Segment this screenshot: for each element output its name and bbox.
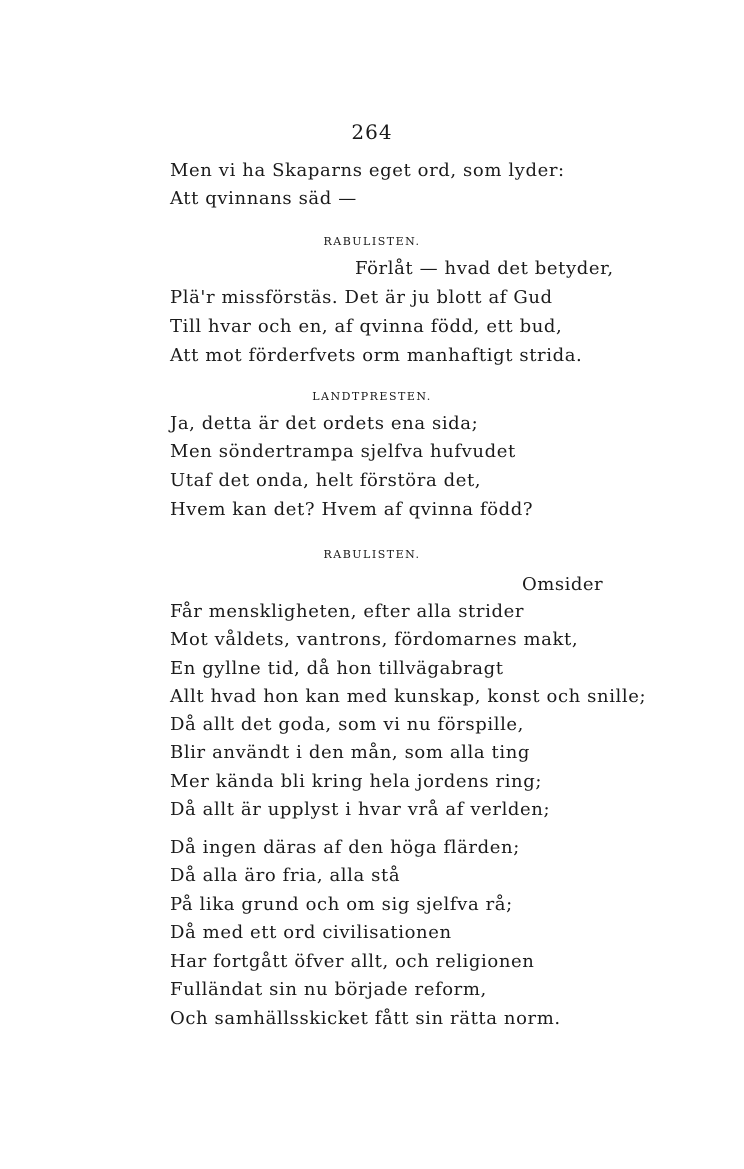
verse-line: Får menskligheten, efter alla strider (170, 601, 525, 622)
verse-line: Då allt är upplyst i hvar vrå af verlden; (170, 799, 551, 820)
speaker-heading: LANDTPRESTEN. (312, 390, 432, 403)
verse-line: Ja, detta är det ordets ena sida; (170, 413, 479, 434)
verse-line: Har fortgått öfver allt, och religionen (170, 951, 535, 972)
stage-direction: Omsider (522, 574, 604, 595)
page-number: 264 (351, 120, 393, 144)
verse-line: Då ingen däras af den höga flärden; (170, 837, 520, 858)
verse-line: Att qvinnans säd — (170, 188, 357, 209)
verse-line: Mot våldets, vantrons, fördomarnes makt, (170, 629, 579, 650)
verse-line: Att mot förderfvets orm manhaftigt strida. (170, 345, 583, 366)
verse-line: Fulländat sin nu började reform, (170, 979, 487, 1000)
verse-line: Men söndertrampa sjelfva hufvudet (170, 441, 516, 462)
verse-line: Förlåt — hvad det betyder, (355, 258, 614, 279)
verse-line: Men vi ha Skaparns eget ord, som lyder: (170, 160, 565, 181)
verse-line: Blir användt i den mån, som alla ting (170, 742, 531, 763)
speaker-heading: RABULISTEN. (323, 235, 421, 248)
verse-line: Till hvar och en, af qvinna född, ett bud, (170, 316, 563, 337)
verse-line: Då alla äro fria, alla stå (170, 865, 401, 886)
verse-line: Mer kända bli kring hela jordens ring; (170, 771, 543, 792)
verse-line: Och samhällsskicket fått sin rätta norm. (170, 1008, 561, 1029)
verse-line: Allt hvad hon kan med kunskap, konst och snille; (170, 686, 647, 707)
verse-line: En gyllne tid, då hon tillvägabragt (170, 658, 504, 679)
verse-line: På lika grund och om sig sjelfva rå; (170, 894, 513, 915)
verse-line: Hvem kan det? Hvem af qvinna född? (170, 499, 534, 520)
verse-line: Då med ett ord civilisationen (170, 922, 452, 943)
speaker-heading: RABULISTEN. (323, 548, 421, 561)
verse-line: Då allt det goda, som vi nu förspille, (170, 714, 524, 735)
verse-line: Plä'r missförstäs. Det är ju blott af Gud (170, 287, 553, 308)
verse-line: Utaf det onda, helt förstöra det, (170, 470, 482, 491)
